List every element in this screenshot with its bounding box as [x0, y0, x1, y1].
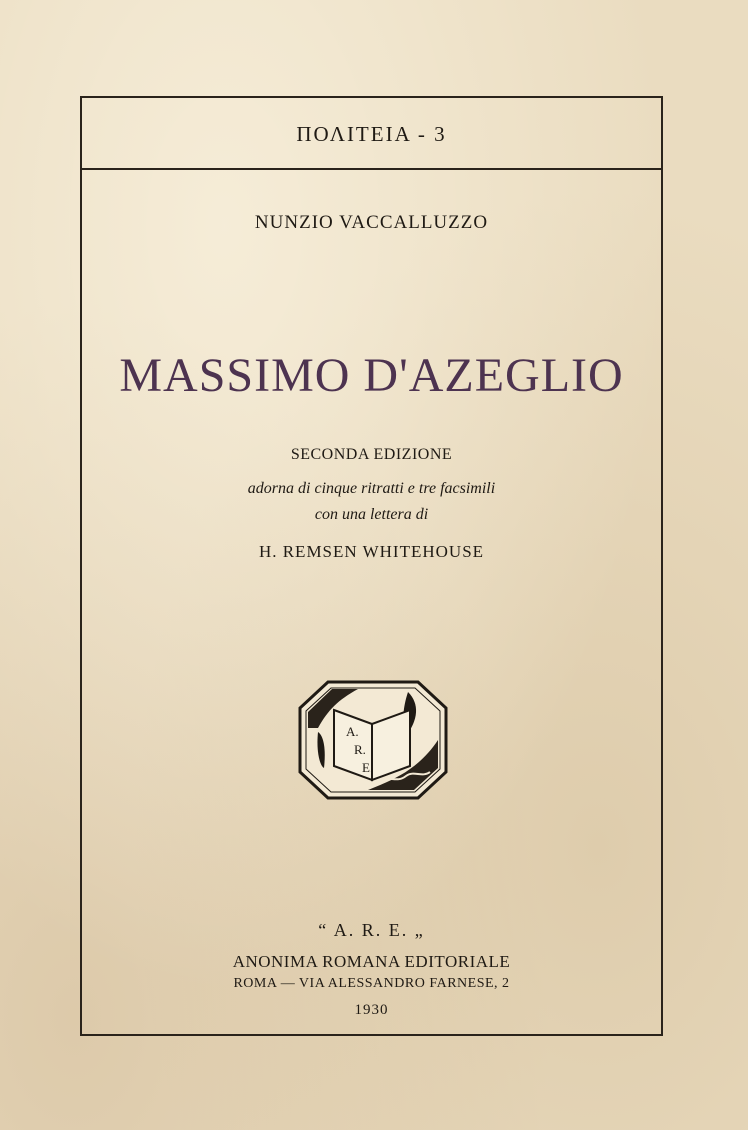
letter-author: H. REMSEN WHITEHOUSE — [258, 542, 485, 561]
series-band — [82, 98, 661, 170]
svg-text:A.: A. — [346, 724, 359, 739]
publisher-name: ANONIMA ROMANA EDITORIALE — [232, 952, 511, 971]
publication-year: 1930 — [354, 1002, 389, 1018]
edition-description-line1: adorna di cinque ritratti e tre facsimili — [247, 480, 496, 497]
author-name: NUNZIO VACCALLUZZO — [254, 212, 489, 233]
book-title: MASSIMO D'AZEGLIO — [119, 349, 624, 402]
edition-description-line2: con una lettera di — [314, 506, 429, 523]
series-title: ΠΟΛΙΤΕΙΑ - 3 — [296, 122, 447, 146]
svg-text:R.: R. — [354, 742, 366, 757]
publisher-address: ROMA — VIA ALESSANDRO FARNESE, 2 — [233, 976, 510, 991]
publisher-abbreviation: “ A. R. E. „ — [318, 920, 425, 940]
edition-label: SECONDA EDIZIONE — [290, 446, 453, 463]
cover-frame — [80, 96, 663, 1036]
svg-text:E.: E. — [362, 760, 374, 775]
publisher-emblem-icon — [298, 680, 448, 800]
